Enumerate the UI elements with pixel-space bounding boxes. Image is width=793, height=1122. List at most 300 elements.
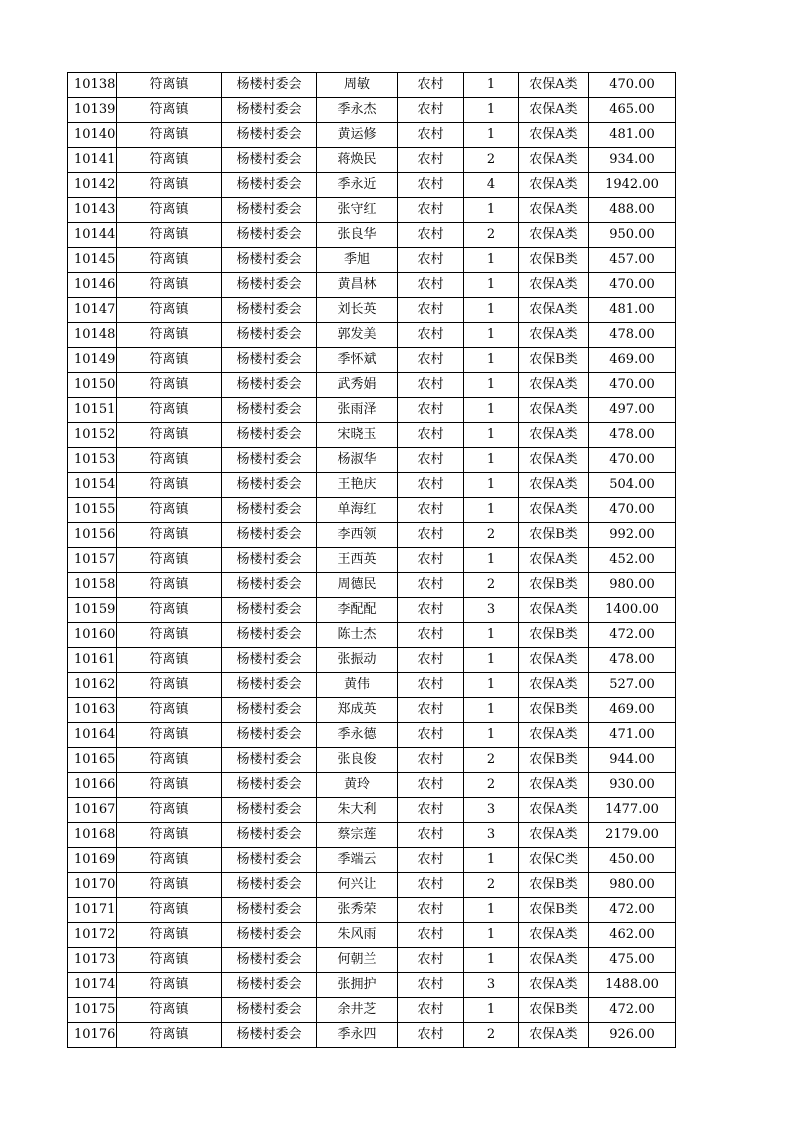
town-cell: 符离镇 xyxy=(117,348,222,373)
record-id-cell: 10156 xyxy=(68,523,117,548)
amount-cell: 470.00 xyxy=(589,273,676,298)
name-cell: 季永四 xyxy=(317,1023,398,1048)
record-id-cell: 10148 xyxy=(68,323,117,348)
amount-cell: 944.00 xyxy=(589,748,676,773)
table-row xyxy=(68,173,676,198)
name-cell: 王艳庆 xyxy=(317,473,398,498)
name-cell: 黄伟 xyxy=(317,673,398,698)
name-cell: 蒋焕民 xyxy=(317,148,398,173)
table-row xyxy=(68,73,676,98)
committee-cell: 杨楼村委会 xyxy=(222,748,317,773)
household-count-cell: 2 xyxy=(464,1023,519,1048)
name-cell: 单海红 xyxy=(317,498,398,523)
area-type-cell: 农村 xyxy=(398,1023,464,1048)
table-row xyxy=(68,873,676,898)
town-cell: 符离镇 xyxy=(117,273,222,298)
record-id-cell: 10173 xyxy=(68,948,117,973)
name-cell: 张良俊 xyxy=(317,748,398,773)
category-cell: 农保A类 xyxy=(519,1023,589,1048)
committee-cell: 杨楼村委会 xyxy=(222,98,317,123)
category-cell: 农保A类 xyxy=(519,773,589,798)
name-cell: 张振动 xyxy=(317,648,398,673)
record-id-cell: 10147 xyxy=(68,298,117,323)
record-id-cell: 10150 xyxy=(68,373,117,398)
household-count-cell: 1 xyxy=(464,448,519,473)
name-cell: 朱风雨 xyxy=(317,923,398,948)
record-id-cell: 10163 xyxy=(68,698,117,723)
area-type-cell: 农村 xyxy=(398,423,464,448)
record-id-cell: 10166 xyxy=(68,773,117,798)
name-cell: 张拥护 xyxy=(317,973,398,998)
category-cell: 农保A类 xyxy=(519,123,589,148)
name-cell: 季旭 xyxy=(317,248,398,273)
area-type-cell: 农村 xyxy=(398,198,464,223)
category-cell: 农保B类 xyxy=(519,573,589,598)
category-cell: 农保A类 xyxy=(519,148,589,173)
name-cell: 李配配 xyxy=(317,598,398,623)
town-cell: 符离镇 xyxy=(117,948,222,973)
town-cell: 符离镇 xyxy=(117,998,222,1023)
table-row xyxy=(68,248,676,273)
town-cell: 符离镇 xyxy=(117,198,222,223)
committee-cell: 杨楼村委会 xyxy=(222,373,317,398)
table-row xyxy=(68,823,676,848)
record-id-cell: 10154 xyxy=(68,473,117,498)
household-count-cell: 4 xyxy=(464,173,519,198)
category-cell: 农保A类 xyxy=(519,673,589,698)
table-row xyxy=(68,548,676,573)
category-cell: 农保A类 xyxy=(519,298,589,323)
amount-cell: 457.00 xyxy=(589,248,676,273)
record-id-cell: 10176 xyxy=(68,1023,117,1048)
household-count-cell: 3 xyxy=(464,598,519,623)
amount-cell: 462.00 xyxy=(589,923,676,948)
category-cell: 农保A类 xyxy=(519,223,589,248)
area-type-cell: 农村 xyxy=(398,473,464,498)
amount-cell: 478.00 xyxy=(589,323,676,348)
amount-cell: 465.00 xyxy=(589,98,676,123)
household-count-cell: 1 xyxy=(464,423,519,448)
table-row xyxy=(68,998,676,1023)
record-id-cell: 10158 xyxy=(68,573,117,598)
town-cell: 符离镇 xyxy=(117,798,222,823)
table-row xyxy=(68,348,676,373)
record-id-cell: 10152 xyxy=(68,423,117,448)
committee-cell: 杨楼村委会 xyxy=(222,573,317,598)
household-count-cell: 1 xyxy=(464,848,519,873)
area-type-cell: 农村 xyxy=(398,848,464,873)
committee-cell: 杨楼村委会 xyxy=(222,923,317,948)
committee-cell: 杨楼村委会 xyxy=(222,1023,317,1048)
amount-cell: 488.00 xyxy=(589,198,676,223)
name-cell: 周德民 xyxy=(317,573,398,598)
record-id-cell: 10170 xyxy=(68,873,117,898)
record-id-cell: 10140 xyxy=(68,123,117,148)
amount-cell: 481.00 xyxy=(589,298,676,323)
table-row xyxy=(68,198,676,223)
area-type-cell: 农村 xyxy=(398,998,464,1023)
town-cell: 符离镇 xyxy=(117,773,222,798)
name-cell: 刘长英 xyxy=(317,298,398,323)
record-id-cell: 10146 xyxy=(68,273,117,298)
amount-cell: 452.00 xyxy=(589,548,676,573)
name-cell: 郭发美 xyxy=(317,323,398,348)
town-cell: 符离镇 xyxy=(117,648,222,673)
category-cell: 农保A类 xyxy=(519,448,589,473)
amount-cell: 475.00 xyxy=(589,948,676,973)
amount-cell: 450.00 xyxy=(589,848,676,873)
household-count-cell: 2 xyxy=(464,873,519,898)
town-cell: 符离镇 xyxy=(117,698,222,723)
amount-cell: 470.00 xyxy=(589,73,676,98)
committee-cell: 杨楼村委会 xyxy=(222,773,317,798)
category-cell: 农保A类 xyxy=(519,98,589,123)
household-count-cell: 1 xyxy=(464,398,519,423)
area-type-cell: 农村 xyxy=(398,898,464,923)
area-type-cell: 农村 xyxy=(398,698,464,723)
town-cell: 符离镇 xyxy=(117,898,222,923)
table-row xyxy=(68,623,676,648)
amount-cell: 930.00 xyxy=(589,773,676,798)
area-type-cell: 农村 xyxy=(398,173,464,198)
name-cell: 黄玲 xyxy=(317,773,398,798)
category-cell: 农保A类 xyxy=(519,723,589,748)
committee-cell: 杨楼村委会 xyxy=(222,873,317,898)
household-count-cell: 1 xyxy=(464,323,519,348)
amount-cell: 527.00 xyxy=(589,673,676,698)
household-count-cell: 1 xyxy=(464,373,519,398)
town-cell: 符离镇 xyxy=(117,823,222,848)
record-id-cell: 10141 xyxy=(68,148,117,173)
name-cell: 张守红 xyxy=(317,198,398,223)
record-id-cell: 10162 xyxy=(68,673,117,698)
amount-cell: 992.00 xyxy=(589,523,676,548)
table-row xyxy=(68,398,676,423)
household-count-cell: 1 xyxy=(464,898,519,923)
town-cell: 符离镇 xyxy=(117,723,222,748)
category-cell: 农保A类 xyxy=(519,173,589,198)
record-id-cell: 10149 xyxy=(68,348,117,373)
household-count-cell: 1 xyxy=(464,723,519,748)
table-row xyxy=(68,1023,676,1048)
record-id-cell: 10160 xyxy=(68,623,117,648)
category-cell: 农保A类 xyxy=(519,923,589,948)
amount-cell: 472.00 xyxy=(589,898,676,923)
category-cell: 农保B类 xyxy=(519,998,589,1023)
household-count-cell: 1 xyxy=(464,998,519,1023)
household-count-cell: 2 xyxy=(464,148,519,173)
amount-cell: 980.00 xyxy=(589,873,676,898)
category-cell: 农保A类 xyxy=(519,273,589,298)
name-cell: 武秀娟 xyxy=(317,373,398,398)
record-id-cell: 10165 xyxy=(68,748,117,773)
area-type-cell: 农村 xyxy=(398,373,464,398)
household-count-cell: 1 xyxy=(464,948,519,973)
amount-cell: 470.00 xyxy=(589,498,676,523)
committee-cell: 杨楼村委会 xyxy=(222,598,317,623)
town-cell: 符离镇 xyxy=(117,923,222,948)
amount-cell: 926.00 xyxy=(589,1023,676,1048)
record-id-cell: 10155 xyxy=(68,498,117,523)
name-cell: 张雨泽 xyxy=(317,398,398,423)
table-row xyxy=(68,123,676,148)
category-cell: 农保B类 xyxy=(519,623,589,648)
record-id-cell: 10168 xyxy=(68,823,117,848)
name-cell: 季永德 xyxy=(317,723,398,748)
household-count-cell: 1 xyxy=(464,623,519,648)
record-id-cell: 10151 xyxy=(68,398,117,423)
name-cell: 余井芝 xyxy=(317,998,398,1023)
town-cell: 符离镇 xyxy=(117,848,222,873)
category-cell: 农保A类 xyxy=(519,423,589,448)
table-row xyxy=(68,648,676,673)
town-cell: 符离镇 xyxy=(117,173,222,198)
area-type-cell: 农村 xyxy=(398,498,464,523)
amount-cell: 1477.00 xyxy=(589,798,676,823)
table-row xyxy=(68,723,676,748)
town-cell: 符离镇 xyxy=(117,473,222,498)
name-cell: 张秀荣 xyxy=(317,898,398,923)
committee-cell: 杨楼村委会 xyxy=(222,173,317,198)
table-row xyxy=(68,98,676,123)
committee-cell: 杨楼村委会 xyxy=(222,523,317,548)
committee-cell: 杨楼村委会 xyxy=(222,423,317,448)
household-count-cell: 2 xyxy=(464,523,519,548)
household-count-cell: 2 xyxy=(464,748,519,773)
household-count-cell: 1 xyxy=(464,298,519,323)
record-id-cell: 10145 xyxy=(68,248,117,273)
name-cell: 季永近 xyxy=(317,173,398,198)
category-cell: 农保A类 xyxy=(519,198,589,223)
town-cell: 符离镇 xyxy=(117,748,222,773)
area-type-cell: 农村 xyxy=(398,648,464,673)
record-id-cell: 10164 xyxy=(68,723,117,748)
record-id-cell: 10159 xyxy=(68,598,117,623)
table-row xyxy=(68,498,676,523)
name-cell: 黄运修 xyxy=(317,123,398,148)
committee-cell: 杨楼村委会 xyxy=(222,148,317,173)
area-type-cell: 农村 xyxy=(398,973,464,998)
category-cell: 农保A类 xyxy=(519,373,589,398)
name-cell: 何兴让 xyxy=(317,873,398,898)
name-cell: 季怀斌 xyxy=(317,348,398,373)
household-count-cell: 2 xyxy=(464,573,519,598)
table-row xyxy=(68,573,676,598)
committee-cell: 杨楼村委会 xyxy=(222,323,317,348)
area-type-cell: 农村 xyxy=(398,273,464,298)
committee-cell: 杨楼村委会 xyxy=(222,848,317,873)
area-type-cell: 农村 xyxy=(398,148,464,173)
category-cell: 农保C类 xyxy=(519,848,589,873)
table-row xyxy=(68,473,676,498)
household-count-cell: 1 xyxy=(464,73,519,98)
town-cell: 符离镇 xyxy=(117,123,222,148)
area-type-cell: 农村 xyxy=(398,398,464,423)
town-cell: 符离镇 xyxy=(117,373,222,398)
record-id-cell: 10174 xyxy=(68,973,117,998)
record-id-cell: 10144 xyxy=(68,223,117,248)
town-cell: 符离镇 xyxy=(117,498,222,523)
table-row xyxy=(68,148,676,173)
area-type-cell: 农村 xyxy=(398,873,464,898)
name-cell: 黄昌林 xyxy=(317,273,398,298)
table-row xyxy=(68,698,676,723)
record-id-cell: 10167 xyxy=(68,798,117,823)
town-cell: 符离镇 xyxy=(117,323,222,348)
record-id-cell: 10143 xyxy=(68,198,117,223)
area-type-cell: 农村 xyxy=(398,673,464,698)
amount-cell: 469.00 xyxy=(589,698,676,723)
record-id-cell: 10139 xyxy=(68,98,117,123)
area-type-cell: 农村 xyxy=(398,448,464,473)
household-count-cell: 1 xyxy=(464,98,519,123)
area-type-cell: 农村 xyxy=(398,223,464,248)
table-row xyxy=(68,898,676,923)
committee-cell: 杨楼村委会 xyxy=(222,248,317,273)
category-cell: 农保A类 xyxy=(519,398,589,423)
committee-cell: 杨楼村委会 xyxy=(222,348,317,373)
committee-cell: 杨楼村委会 xyxy=(222,823,317,848)
household-count-cell: 2 xyxy=(464,773,519,798)
town-cell: 符离镇 xyxy=(117,223,222,248)
committee-cell: 杨楼村委会 xyxy=(222,398,317,423)
town-cell: 符离镇 xyxy=(117,423,222,448)
committee-cell: 杨楼村委会 xyxy=(222,673,317,698)
household-count-cell: 1 xyxy=(464,548,519,573)
name-cell: 朱大利 xyxy=(317,798,398,823)
area-type-cell: 农村 xyxy=(398,123,464,148)
name-cell: 何朝兰 xyxy=(317,948,398,973)
record-id-cell: 10157 xyxy=(68,548,117,573)
town-cell: 符离镇 xyxy=(117,1023,222,1048)
name-cell: 杨淑华 xyxy=(317,448,398,473)
household-count-cell: 1 xyxy=(464,248,519,273)
category-cell: 农保A类 xyxy=(519,548,589,573)
name-cell: 季永杰 xyxy=(317,98,398,123)
amount-cell: 2179.00 xyxy=(589,823,676,848)
area-type-cell: 农村 xyxy=(398,623,464,648)
amount-cell: 504.00 xyxy=(589,473,676,498)
amount-cell: 934.00 xyxy=(589,148,676,173)
committee-cell: 杨楼村委会 xyxy=(222,798,317,823)
category-cell: 农保A类 xyxy=(519,973,589,998)
committee-cell: 杨楼村委会 xyxy=(222,273,317,298)
amount-cell: 1400.00 xyxy=(589,598,676,623)
category-cell: 农保B类 xyxy=(519,898,589,923)
household-count-cell: 1 xyxy=(464,673,519,698)
committee-cell: 杨楼村委会 xyxy=(222,123,317,148)
category-cell: 农保A类 xyxy=(519,598,589,623)
committee-cell: 杨楼村委会 xyxy=(222,498,317,523)
category-cell: 农保B类 xyxy=(519,748,589,773)
area-type-cell: 农村 xyxy=(398,748,464,773)
amount-cell: 950.00 xyxy=(589,223,676,248)
table-row xyxy=(68,598,676,623)
name-cell: 季端云 xyxy=(317,848,398,873)
household-count-cell: 1 xyxy=(464,698,519,723)
category-cell: 农保A类 xyxy=(519,498,589,523)
table-row xyxy=(68,673,676,698)
category-cell: 农保B类 xyxy=(519,698,589,723)
table-row xyxy=(68,798,676,823)
household-count-cell: 1 xyxy=(464,273,519,298)
household-count-cell: 1 xyxy=(464,498,519,523)
category-cell: 农保A类 xyxy=(519,323,589,348)
table-row xyxy=(68,448,676,473)
committee-cell: 杨楼村委会 xyxy=(222,723,317,748)
category-cell: 农保A类 xyxy=(519,798,589,823)
amount-cell: 481.00 xyxy=(589,123,676,148)
record-id-cell: 10161 xyxy=(68,648,117,673)
area-type-cell: 农村 xyxy=(398,723,464,748)
table-row xyxy=(68,923,676,948)
amount-cell: 470.00 xyxy=(589,448,676,473)
town-cell: 符离镇 xyxy=(117,873,222,898)
table-row xyxy=(68,773,676,798)
table-row xyxy=(68,423,676,448)
category-cell: 农保B类 xyxy=(519,523,589,548)
table-row xyxy=(68,373,676,398)
table-row xyxy=(68,748,676,773)
committee-cell: 杨楼村委会 xyxy=(222,648,317,673)
amount-cell: 472.00 xyxy=(589,998,676,1023)
committee-cell: 杨楼村委会 xyxy=(222,898,317,923)
record-id-cell: 10171 xyxy=(68,898,117,923)
household-count-cell: 2 xyxy=(464,223,519,248)
record-id-cell: 10138 xyxy=(68,73,117,98)
town-cell: 符离镇 xyxy=(117,598,222,623)
town-cell: 符离镇 xyxy=(117,248,222,273)
committee-cell: 杨楼村委会 xyxy=(222,998,317,1023)
name-cell: 陈士杰 xyxy=(317,623,398,648)
committee-cell: 杨楼村委会 xyxy=(222,473,317,498)
category-cell: 农保A类 xyxy=(519,73,589,98)
table-row xyxy=(68,948,676,973)
household-count-cell: 3 xyxy=(464,798,519,823)
amount-cell: 478.00 xyxy=(589,423,676,448)
record-id-cell: 10169 xyxy=(68,848,117,873)
amount-cell: 471.00 xyxy=(589,723,676,748)
area-type-cell: 农村 xyxy=(398,798,464,823)
area-type-cell: 农村 xyxy=(398,948,464,973)
town-cell: 符离镇 xyxy=(117,673,222,698)
table-row xyxy=(68,323,676,348)
town-cell: 符离镇 xyxy=(117,623,222,648)
amount-cell: 478.00 xyxy=(589,648,676,673)
area-type-cell: 农村 xyxy=(398,548,464,573)
area-type-cell: 农村 xyxy=(398,573,464,598)
name-cell: 张良华 xyxy=(317,223,398,248)
town-cell: 符离镇 xyxy=(117,73,222,98)
category-cell: 农保A类 xyxy=(519,473,589,498)
area-type-cell: 农村 xyxy=(398,823,464,848)
area-type-cell: 农村 xyxy=(398,773,464,798)
category-cell: 农保B类 xyxy=(519,348,589,373)
town-cell: 符离镇 xyxy=(117,398,222,423)
record-id-cell: 10142 xyxy=(68,173,117,198)
category-cell: 农保B类 xyxy=(519,873,589,898)
town-cell: 符离镇 xyxy=(117,548,222,573)
data-table xyxy=(67,72,676,1048)
town-cell: 符离镇 xyxy=(117,573,222,598)
record-id-cell: 10153 xyxy=(68,448,117,473)
table-row xyxy=(68,273,676,298)
amount-cell: 497.00 xyxy=(589,398,676,423)
area-type-cell: 农村 xyxy=(398,248,464,273)
amount-cell: 470.00 xyxy=(589,373,676,398)
amount-cell: 1942.00 xyxy=(589,173,676,198)
committee-cell: 杨楼村委会 xyxy=(222,298,317,323)
